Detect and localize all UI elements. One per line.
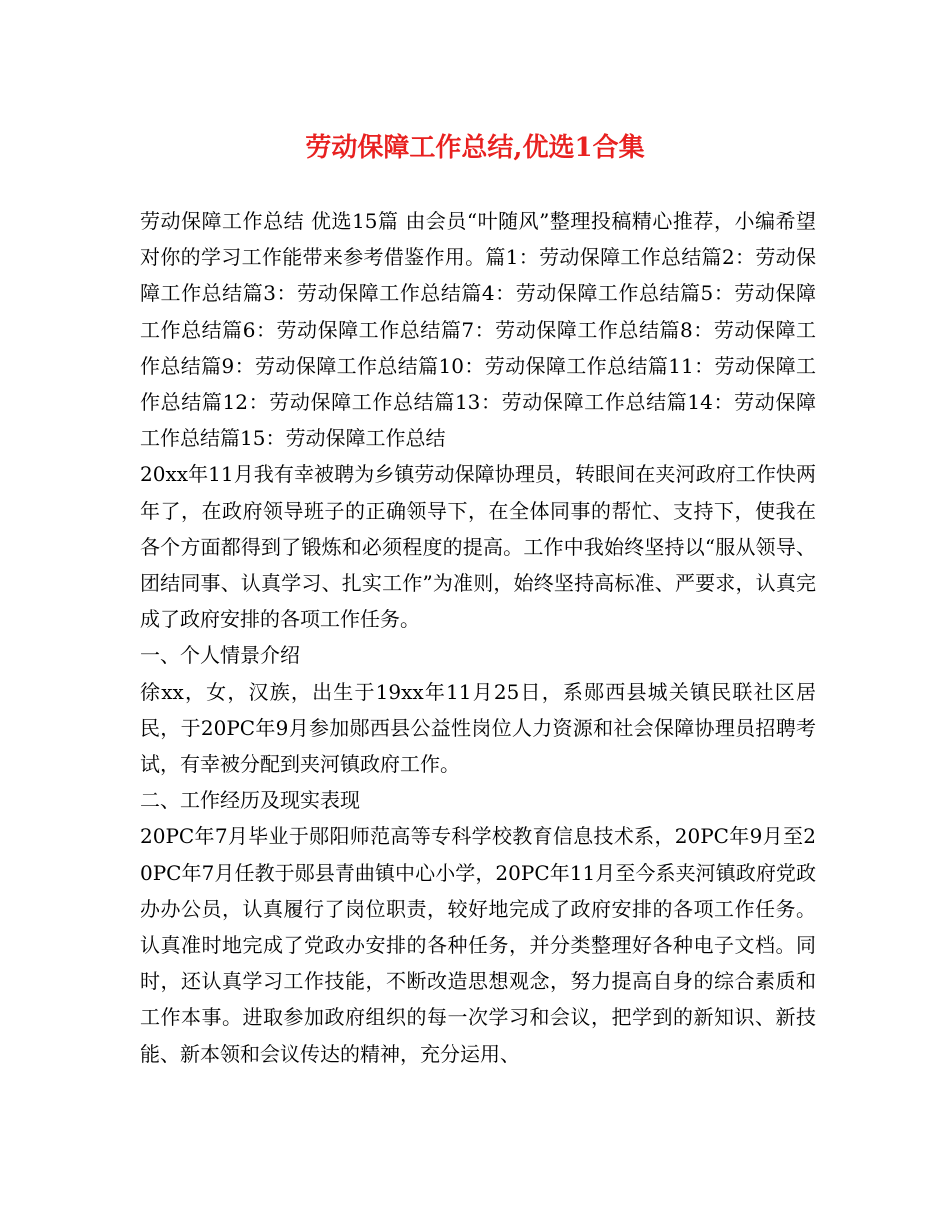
document-title: 劳动保障工作总结,优选1合集 [305, 133, 645, 163]
section-heading-experience: 二、工作经历及现实表现 [140, 788, 360, 813]
paragraph-experience: 20PC年7月毕业于郧阳师范高等专科学校教育信息技术系，20PC年9月至20PC年7月任教于郧县青曲镇中心小学，20PC年11月至今系夹河镇政府党政办办公员，认真履行了岗位职责，较好地完成了政府安排的各项工作任务。认真准时地完成了党政办安排的各种任务，并分类整理好各种电子文档。同时，还认真学习工作技能，不断改造思想观念，努力提高自身的综合素质和工作本事。进取参加政府组织的每一次学习和会议，把学到的新知识、新技能、新本领和会议传达的精神，充分运用、 [140, 824, 816, 1066]
document-body [140, 203, 816, 1072]
paragraph-overview: 20xx年11月我有幸被聘为乡镇劳动保障协理员，转眼间在夹河政府工作快两年了，在政府领导班子的正确领导下，在全体同事的帮忙、支持下，使我在各个方面都得到了锻炼和必须程度的提高。工作中我始终坚持以“服从领导、团结同事、认真学习、扎实工作”为准则，始终坚持高标准、严要求，认真完成了政府安排的各项工作任务。 [140, 462, 816, 632]
paragraph-personal: 徐xx，女，汉族，出生于19xx年11月25日，系郧西县城关镇民联社区居民，于20PC年9月参加郧西县公益性岗位人力资源和社会保障协理员招聘考试，有幸被分配到夹河镇政府工作。 [140, 679, 816, 777]
section-heading-personal: 一、个人情景介绍 [140, 643, 300, 668]
paragraph-intro: 劳动保障工作总结 优选15篇 由会员“叶随风”整理投稿精心推荐，小编希望对你的学习工作能带来参考借鉴作用。篇1：劳动保障工作总结篇2：劳动保障工作总结篇3：劳动保障工作总结篇4：劳动保障工作总结篇5：劳动保障工作总结篇6：劳动保障工作总结篇7：劳动保障工作总结篇8：劳动保障工作总结篇9：劳动保障工作总结篇10：劳动保障工作总结篇11：劳动保障工作总结篇12：劳动保障工作总结篇13：劳动保障工作总结篇14：劳动保障工作总结篇15：劳动保障工作总结 [140, 209, 816, 451]
